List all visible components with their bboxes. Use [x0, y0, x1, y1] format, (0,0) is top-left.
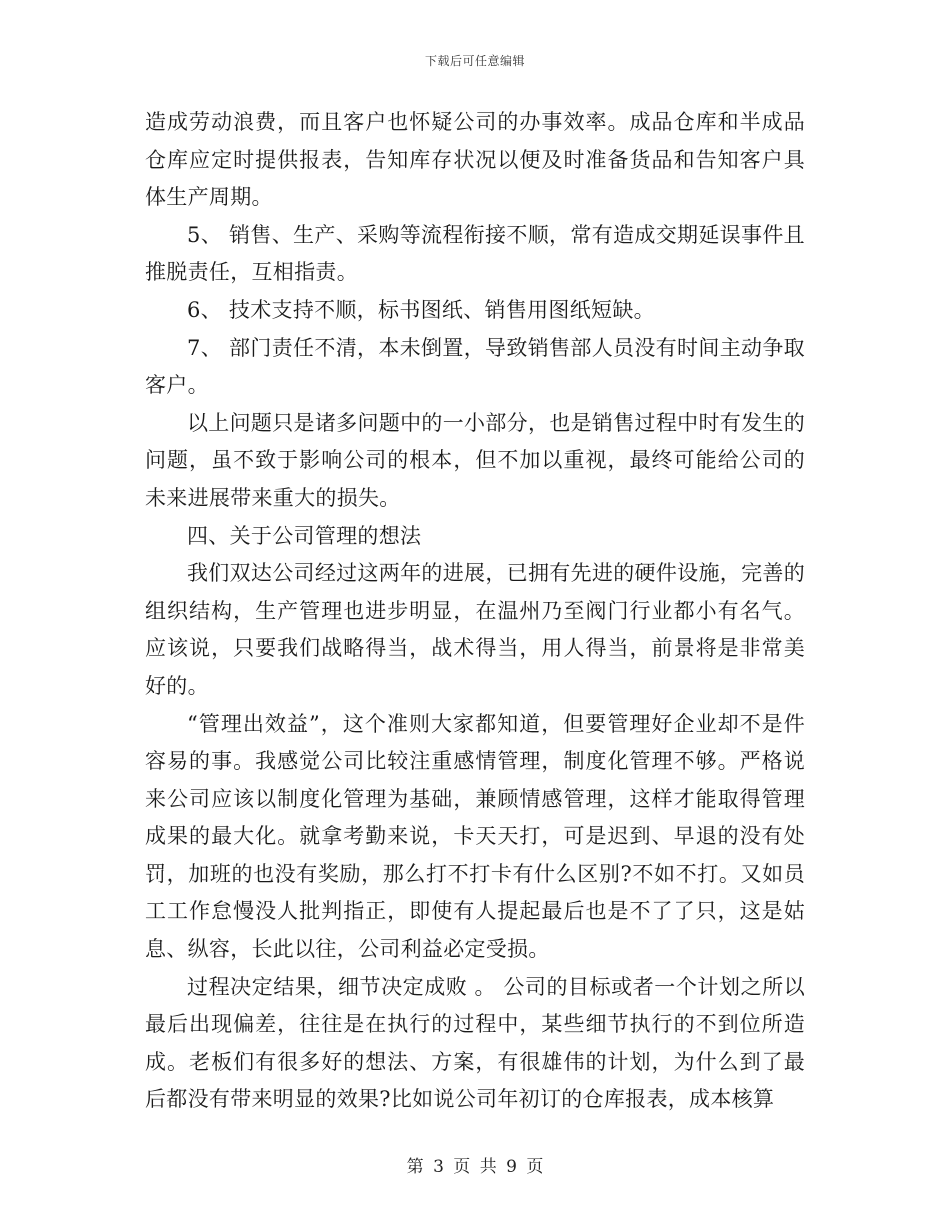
paragraph-summary: 以上问题只是诸多问题中的一小部分，也是销售过程中时有发生的问题，虽不致于影响公司的根本，但不加以重视，最终可能给公司的未来进展带来重大的损失。: [145, 410, 805, 510]
section-heading-4: 四、关于公司管理的想法: [187, 523, 422, 548]
paragraph-process-details: 过程决定结果，细节决定成败 。 公司的目标或者一个计划之所以最后出现偏差，往往是在执行的过程中，某些细节执行的不到位所造成。老板们有很多好的想法、方案，有很雄伟的计划，为什么到了最后都没有带来明显的效果?比如说公司年初订的仓库报表，成本核算: [145, 974, 805, 1112]
document-body: [145, 104, 805, 1119]
page-header-note: 下载后可任意编辑: [424, 54, 525, 68]
paragraph-continuation: 造成劳动浪费，而且客户也怀疑公司的办事效率。成品仓库和半成品仓库应定时提供报表，告知库存状况以便及时准备货品和告知客户具体生产周期。: [145, 110, 805, 210]
paragraph-management-benefit: “管理出效益”，这个准则大家都知道，但要管理好企业却不是件容易的事。我感觉公司比较注重感情管理，制度化管理不够。严格说来公司应该以制度化管理为基础，兼顾情感管理，这样才能取得管理成果的最大化。就拿考勤来说，卡天天打，可是迟到、早退的没有处罚，加班的也没有奖励，那么打不打卡有什么区别?不如不打。又如员工工作怠慢没人批判指正，即使有人提起最后也是不了了只，这是姑息、纵容，长此以往，公司利益必定受损。: [145, 711, 805, 962]
paragraph-item-6: 6、 技术支持不顺，标书图纸、销售用图纸短缺。: [187, 297, 655, 322]
paragraph-item-5: 5、 销售、生产、采购等流程衔接不顺，常有造成交期延误事件且推脱责任，互相指责。: [145, 222, 805, 285]
paragraph-company-progress: 我们双达公司经过这两年的进展，已拥有先进的硬件设施，完善的组织结构，生产管理也进步明显，在温州乃至阀门行业都小有名气。应该说，只要我们战略得当，战术得当，用人得当，前景将是非常美好的。: [145, 561, 805, 698]
page-number: 第 3 页 共 9 页: [406, 1157, 544, 1177]
paragraph-item-7: 7、 部门责任不清，本未倒置，导致销售部人员没有时间主动争取客户。: [145, 335, 805, 398]
